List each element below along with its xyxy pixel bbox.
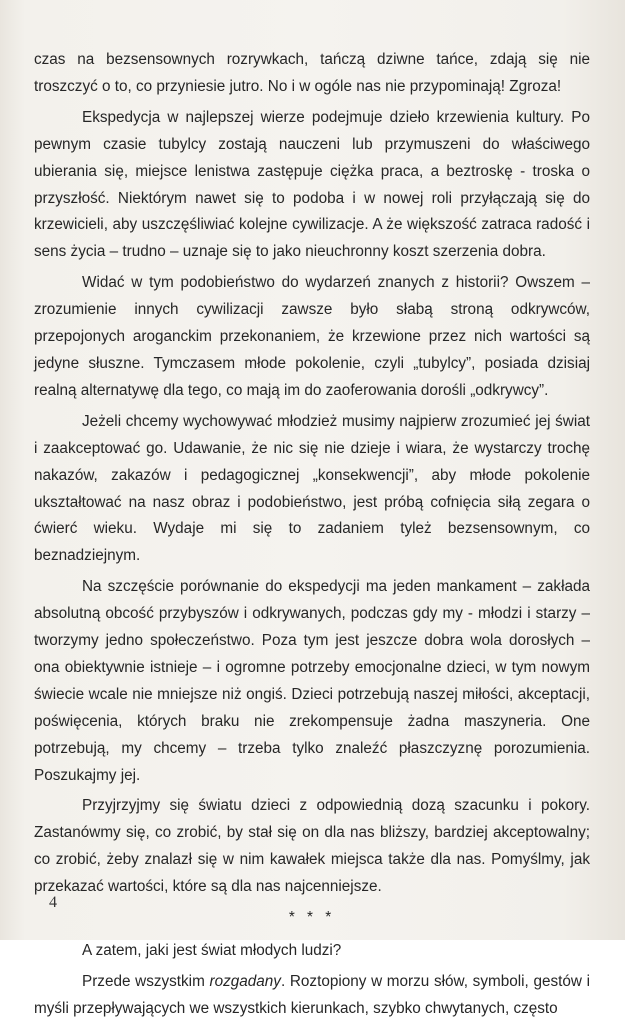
- paragraph-2: Ekspedycja w najlepszej wierze podejmuje dzieło krzewienia kultury. Po pewnym czasie tubylcy zostają nauczeni lub przymuszeni do właściwego ubierania się, miejsce lenistwa zastępuje ciężka praca, a beztroskę - troska o przyszłość. Niektórym nawet się to podoba i w nowej roli przyłączają się do krzewicieli, aby uszczęśliwiać kolejne cywilizacje. A że większość zatraca radość i sens życia – trudno – uznaje się to jako nieuchronny koszt szerzenia dobra.: [34, 108, 590, 261]
- page-number: 4: [49, 894, 57, 911]
- paragraph-last-start: Przede wszystkim: [82, 972, 210, 990]
- paragraph-1: czas na bezsensownych rozrywkach, tańczą dziwne tańce, zdają się nie troszczyć o to, co przyniesie jutro. No i w ogóle nas nie przypominają! Zgroza!: [34, 51, 590, 95]
- paragraph-5: Na szczęście porównanie do ekspedycji ma jeden mankament – zakłada absolutną obcość przybyszów i odkrywanych, podczas gdy my - młodzi i starzy – tworzymy jedno społeczeństwo. Poza tym jest jeszcze dobra wola dorosłych – ona obiektywnie istnieje – i ogromne potrzeby emocjonalne dzieci, w tym nowym świecie wcale nie mniejsze niż ongiś. Dzieci potrzebują naszej miłości, akceptacji, poświęcenia, których braku nie zrekompensuje żadna maszyneria. One potrzebują, my chcemy – trzeba tylko znaleźć płaszczyznę porozumienia. Poszukajmy jej.: [34, 578, 590, 784]
- paragraph-4: Jeżeli chcemy wychowywać młodzież musimy najpierw zrozumieć jej świat i zaakceptować go. Udawanie, że nic się nie dzieje i wiara, że wystarczy trochę nakazów, zakazów i pedagogicznej „konsekwencji”, aby młode pokolenie ukształtować na nasz obraz i podobieństwo, jest próbą cofnięcia siłą zegara o ćwierć wieku. Wydaje mi się to zadaniem tyleż bezsensownym, co beznadziejnym.: [34, 412, 590, 565]
- paragraph-6: Przyjrzyjmy się światu dzieci z odpowiednią dozą szacunku i pokory. Zastanówmy się, co zrobić, by stał się on dla nas bliższy, bardziej akceptowalny; co zrobić, żeby znalazł się w nim kawałek miejsca także dla nas. Pomyślmy, jak przekazać wartości, które są dla nas najcenniejsze.: [34, 797, 590, 896]
- paragraph-last-rest: . Roztopiony w morzu słów, symboli, gestów i myśli przepływających we wszystkich kierunkach, szybko chwytanych, często: [34, 972, 590, 1017]
- paragraph-3: Widać w tym podobieństwo do wydarzeń znanych z historii? Owszem – zrozumienie innych cywilizacji zawsze było słabą stroną odkrywców, przepojonych aroganckim przekonaniem, że krzewione przez nich wartości są jedyne słuszne. Tymczasem młode pokolenie, czyli „tubylcy”, posiada dzisiaj realną alternatywę dla tego, co mają im do zaoferowania dorośli „odkrywcy”.: [34, 274, 590, 399]
- question-line: A zatem, jaki jest świat młodych ludzi?: [82, 942, 342, 959]
- section-separator: * * *: [288, 909, 336, 927]
- italic-word: rozgadany: [209, 972, 281, 990]
- page-body-text: [34, 47, 590, 1027]
- paragraph-last: [34, 969, 590, 1023]
